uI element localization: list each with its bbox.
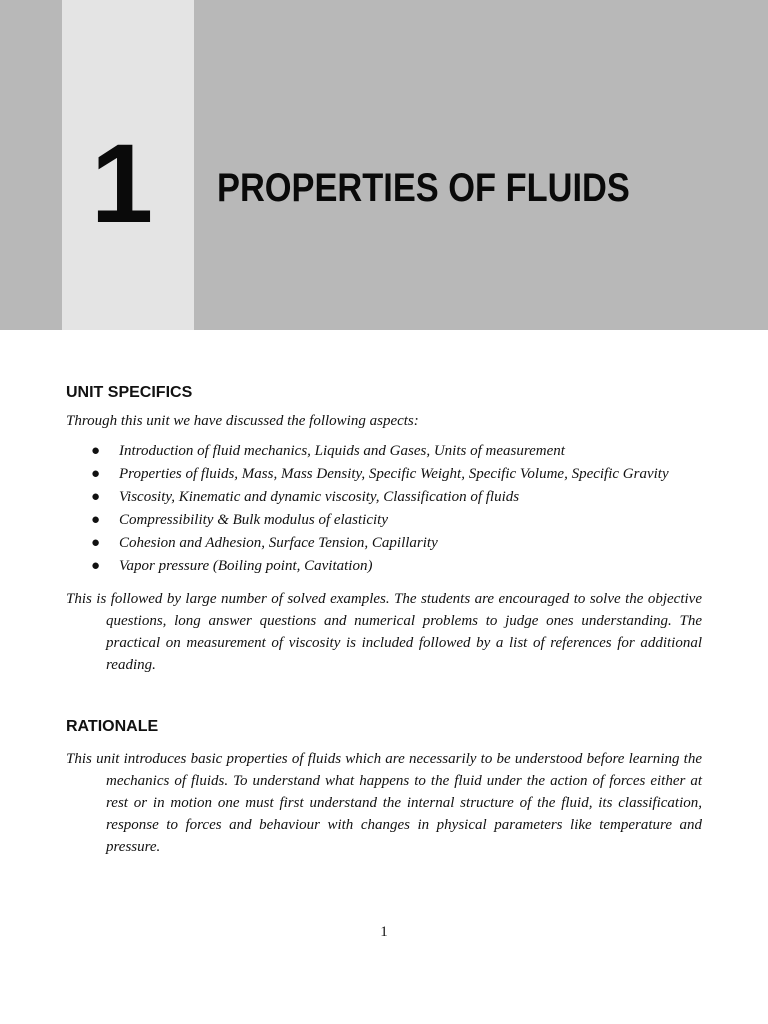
- bullet-icon: ●: [91, 489, 101, 505]
- rationale-heading: RATIONALE: [66, 718, 159, 735]
- chapter-title: PROPERTIES OF FLUIDS: [217, 166, 630, 210]
- list-item: [66, 555, 702, 578]
- bullet-icon: ●: [91, 443, 101, 459]
- page-content: [66, 380, 702, 858]
- bullet-icon: ●: [91, 512, 101, 528]
- list-item: [66, 440, 702, 463]
- list-item-text: Cohesion and Adhesion, Surface Tension, Capillarity: [119, 535, 438, 551]
- list-item: [66, 532, 702, 555]
- unit-specifics-heading: UNIT SPECIFICS: [66, 384, 193, 401]
- list-item: [66, 486, 702, 509]
- bullet-icon: ●: [91, 558, 101, 574]
- list-item: [66, 509, 702, 532]
- bullet-icon: ●: [91, 466, 101, 482]
- list-item: [66, 463, 702, 486]
- chapter-number: 1: [90, 121, 152, 246]
- unit-specifics-followup: This is followed by large number of solved examples. The students are encouraged to solve the objective questions, long answer questions and numerical problems to judge ones understanding. The practical on measurement of viscosity is included followed by a list of references for additional reading.: [66, 591, 702, 673]
- list-item-text: Properties of fluids, Mass, Mass Density, Specific Weight, Specific Volume, Specific Gravity: [119, 466, 669, 482]
- rationale-text: This unit introduces basic properties of fluids which are necessarily to be understood before learning the mechanics of fluids. To understand what happens to the fluid under the action of forces either at rest or in motion one must first understand the internal structure of the fluid, its classification, response to forces and behaviour with changes in physical parameters like temperature and pressure.: [66, 751, 702, 855]
- list-item-text: Vapor pressure (Boiling point, Cavitation): [119, 558, 373, 574]
- list-item-text: Viscosity, Kinematic and dynamic viscosity, Classification of fluids: [119, 489, 520, 505]
- page-number: 1: [380, 924, 388, 940]
- unit-specifics-intro: Through this unit we have discussed the following aspects:: [66, 413, 419, 429]
- bullet-icon: ●: [91, 535, 101, 551]
- list-item-text: Compressibility & Bulk modulus of elasticity: [119, 512, 389, 528]
- aspects-list: [66, 440, 702, 578]
- list-item-text: Introduction of fluid mechanics, Liquids and Gases, Units of measurement: [119, 443, 565, 459]
